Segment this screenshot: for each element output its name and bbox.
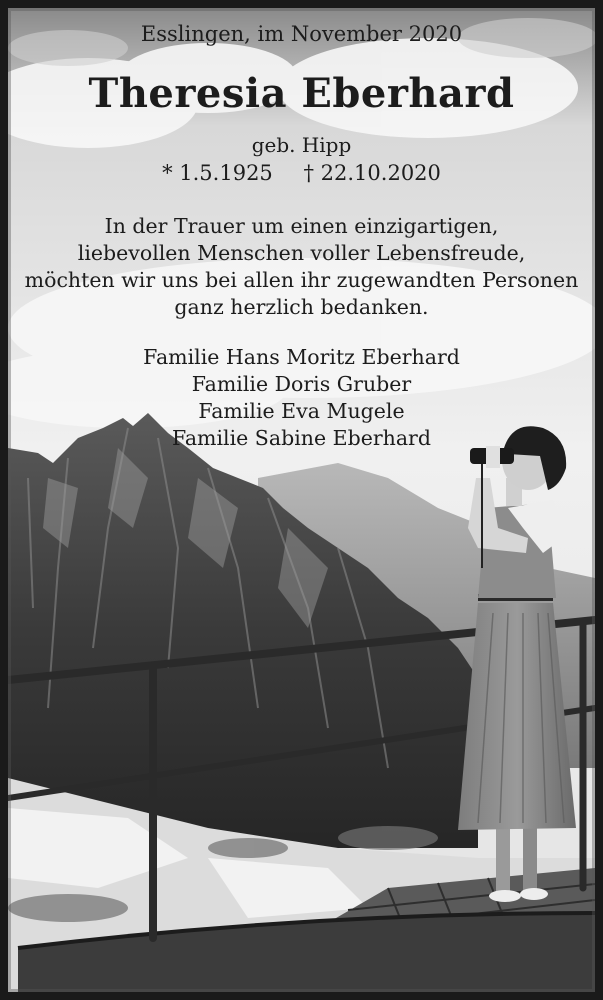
family-list: [8, 344, 595, 452]
death-date: † 22.10.2020: [303, 161, 441, 185]
family-name: Familie Eva Mugele: [198, 399, 405, 423]
life-dates: [8, 161, 595, 185]
family-name: Familie Doris Gruber: [191, 372, 412, 396]
family-name: Familie Hans Moritz Eberhard: [143, 345, 460, 369]
message-line: liebevollen Menschen voller Lebensfreude,: [77, 241, 526, 265]
place-date: Esslingen, im November 2020: [140, 22, 463, 46]
thank-you-message: [8, 213, 595, 321]
family-name: Familie Sabine Eberhard: [172, 426, 431, 450]
message-line: In der Trauer um einen einzigartigen,: [104, 214, 499, 238]
deceased-name: Theresia Eberhard: [88, 70, 515, 117]
birth-date: * 1.5.1925: [162, 161, 273, 185]
message-line: möchten wir uns bei allen ihr zugewandten Personen: [24, 268, 579, 292]
message-line: ganz herzlich bedanken.: [174, 295, 429, 319]
birth-name: geb. Hipp: [251, 133, 352, 157]
